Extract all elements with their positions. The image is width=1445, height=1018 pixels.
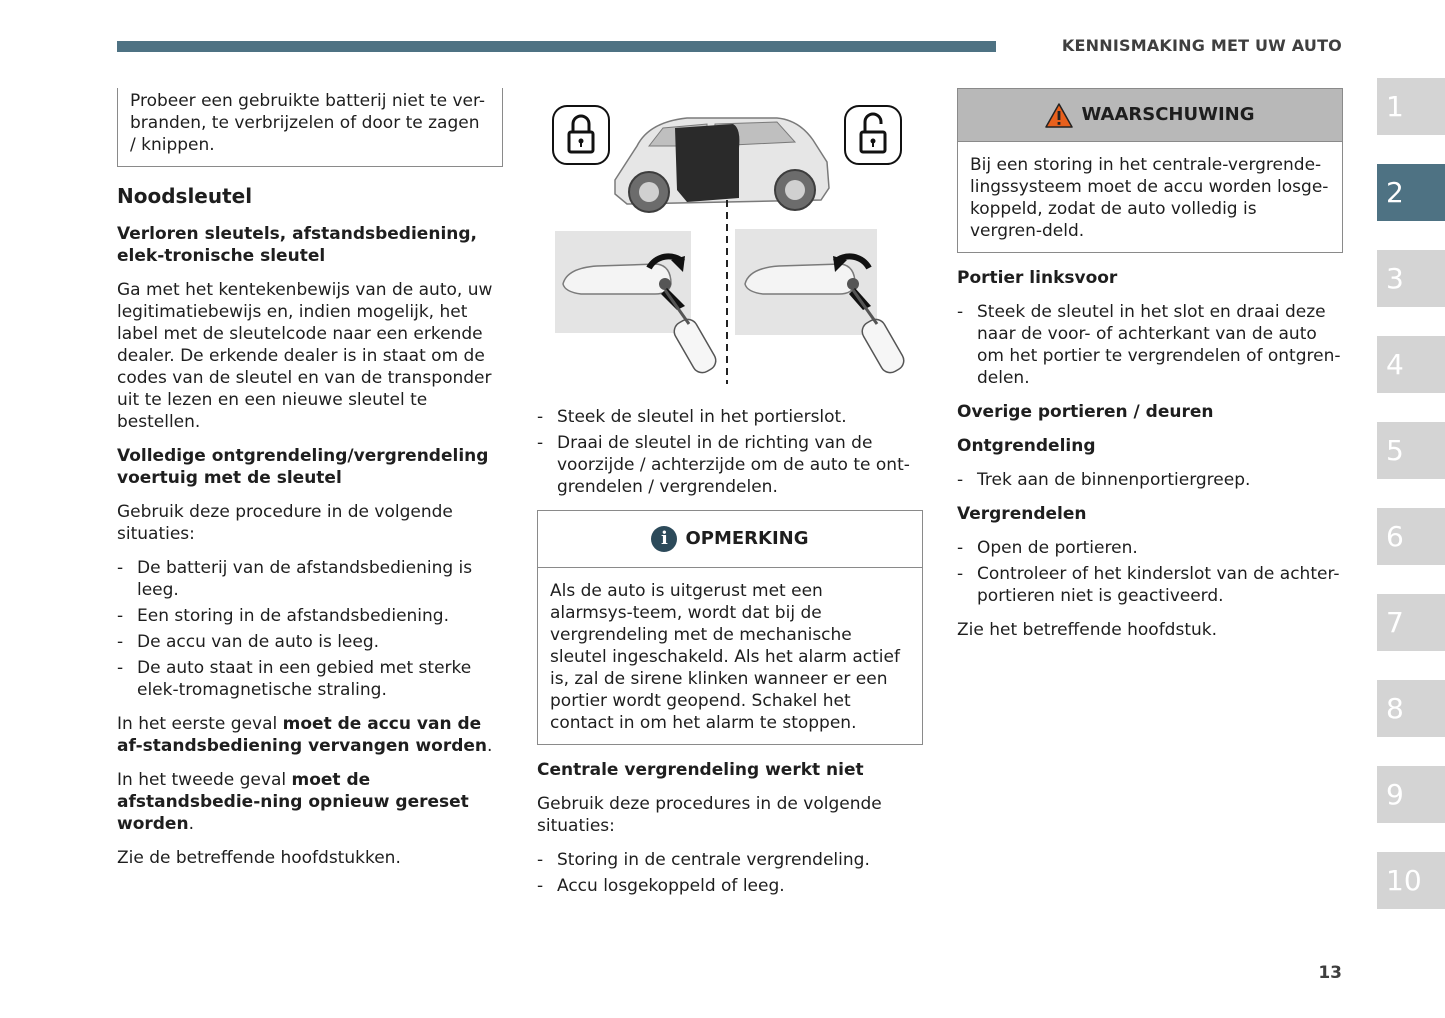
see-chapter-text: Zie het betreffende hoofdstuk.: [957, 620, 1218, 640]
list-item: - De accu van de auto is leeg.: [117, 631, 503, 653]
chapter-tab-9[interactable]: 9: [1377, 766, 1445, 823]
column-middle: [537, 88, 923, 909]
lock-list: [957, 537, 1343, 607]
warning-box: [957, 88, 1343, 253]
car-illustration: [615, 118, 829, 212]
case-two-text: [117, 769, 503, 835]
case-one-text: [117, 713, 503, 757]
lock-heading: Vergrendelen: [957, 504, 1087, 524]
chapter-tab-1[interactable]: 1: [1377, 78, 1445, 135]
case-one-pre: In het eerste geval: [117, 714, 283, 734]
warning-triangle-icon: [1045, 103, 1073, 128]
front-door-list: [957, 301, 1343, 389]
warning-title: WAARSCHUWING: [1081, 104, 1255, 125]
chapter-tab-4[interactable]: 4: [1377, 336, 1445, 393]
unlock-list: [957, 469, 1343, 491]
case-two-pre: In het tweede geval: [117, 770, 292, 790]
full-unlock-intro: Gebruik deze procedure in de volgende situaties:: [117, 502, 453, 544]
see-chapters-text: Zie de betreffende hoofdstukken.: [117, 848, 401, 868]
case-two-bold: moet de afstandsbedie-ning opnieuw gereset worden: [117, 770, 469, 834]
chapter-title: KENNISMAKING MET UW AUTO: [1061, 36, 1342, 55]
door-handle-lock: [555, 231, 719, 376]
header-bar: [117, 41, 996, 52]
lost-keys-text: Ga met het kentekenbewijs van de auto, uw legitimatiebewijs en, indien mogelijk, het label met de sleutelcode naar een erkende dealer. De erkende dealer is in staat om de codes van de sleutel en van de transponder uit te lezen en een nieuwe sleutel te bestellen.: [117, 280, 493, 432]
key-steps-list: [537, 406, 923, 498]
list-item: - Een storing in de afstandsbediening.: [117, 605, 503, 627]
column-left: [117, 88, 503, 881]
list-item: - Storing in de centrale vergrendeling.: [537, 849, 923, 871]
front-door-heading: Portier linksvoor: [957, 268, 1118, 288]
chapter-tab-10[interactable]: 10: [1377, 852, 1445, 909]
key-lock-illustration: [537, 88, 923, 398]
warning-header: [958, 89, 1342, 142]
note-box: [537, 510, 923, 745]
chapter-tab-6[interactable]: 6: [1377, 508, 1445, 565]
situations-list: [117, 557, 503, 701]
info-icon: i: [651, 526, 677, 552]
list-item: - Draai de sleutel in de richting van de voorzijde / achterzijde om de auto te ont-grendelen / vergrendelen.: [537, 432, 923, 498]
full-unlock-heading: Volledige ontgrendeling/vergrendeling voertuig met de sleutel: [117, 446, 489, 488]
central-locking-intro: Gebruik deze procedures in de volgende situaties:: [537, 794, 882, 836]
warning-text: Bij een storing in het centrale-vergrende-lingssysteem moet de accu worden losge-koppeld, zodat de auto volledig is vergren-deld.: [970, 155, 1329, 241]
list-item: - Steek de sleutel in het portierslot.: [537, 406, 923, 428]
list-item: - Open de portieren.: [957, 537, 1343, 559]
door-handle-unlock: [735, 229, 907, 376]
lost-keys-heading: Verloren sleutels, afstandsbediening, elek-tronische sleutel: [117, 224, 477, 266]
note-text: Als de auto is uitgerust met een alarmsys-teem, wordt dat bij de vergrendeling met de mechanische sleutel ingeschakeld. Als het alarm actief is, zal de sirene klinken wanneer er een portier wordt geopend. Schakel het contact in om het alarm te stoppen.: [550, 581, 900, 733]
page-number: 13: [1318, 963, 1342, 983]
battery-caution-box: [117, 88, 503, 167]
list-item: - De auto staat in een gebied met sterke elek-tromagnetische straling.: [117, 657, 503, 701]
other-doors-heading: Overige portieren / deuren: [957, 402, 1214, 422]
battery-caution-text: Probeer een gebruikte batterij niet te ver-branden, te verbrijzelen of door te zagen / knippen.: [130, 91, 486, 155]
case-one-bold: moet de accu van de af-standsbediening vervangen worden: [117, 714, 488, 756]
chapter-tabs: [1377, 78, 1445, 938]
padlock-closed-icon: [553, 106, 609, 164]
chapter-tab-3[interactable]: 3: [1377, 250, 1445, 307]
list-item: - Accu losgekoppeld of leeg.: [537, 875, 923, 897]
central-locking-heading: Centrale vergrendeling werkt niet: [537, 760, 864, 780]
chapter-tab-5[interactable]: 5: [1377, 422, 1445, 479]
key-lock-diagram: [537, 88, 923, 398]
list-item: - Trek aan de binnenportiergreep.: [957, 469, 1343, 491]
case-two-post: .: [188, 814, 194, 834]
list-item: - Steek de sleutel in het slot en draai deze naar de voor- of achterkant van de auto om het portier te vergrendelen of ontgren-delen.: [957, 301, 1343, 389]
case-one-post: .: [487, 736, 493, 756]
chapter-tab-8[interactable]: 8: [1377, 680, 1445, 737]
unlock-heading: Ontgrendeling: [957, 436, 1096, 456]
list-item: - Controleer of het kinderslot van de achter-portieren niet is geactiveerd.: [957, 563, 1343, 607]
warning-body: [958, 142, 1342, 252]
note-header: [538, 511, 922, 568]
note-body: [538, 568, 922, 744]
noodsleutel-title: Noodsleutel: [117, 184, 253, 208]
column-right: [957, 88, 1343, 653]
padlock-open-icon: [845, 106, 901, 164]
list-item: - De batterij van de afstandsbediening is leeg.: [117, 557, 503, 601]
note-title: OPMERKING: [685, 528, 809, 549]
central-locking-list: [537, 849, 923, 897]
chapter-tab-7[interactable]: 7: [1377, 594, 1445, 651]
chapter-tab-2[interactable]: 2: [1377, 164, 1445, 221]
